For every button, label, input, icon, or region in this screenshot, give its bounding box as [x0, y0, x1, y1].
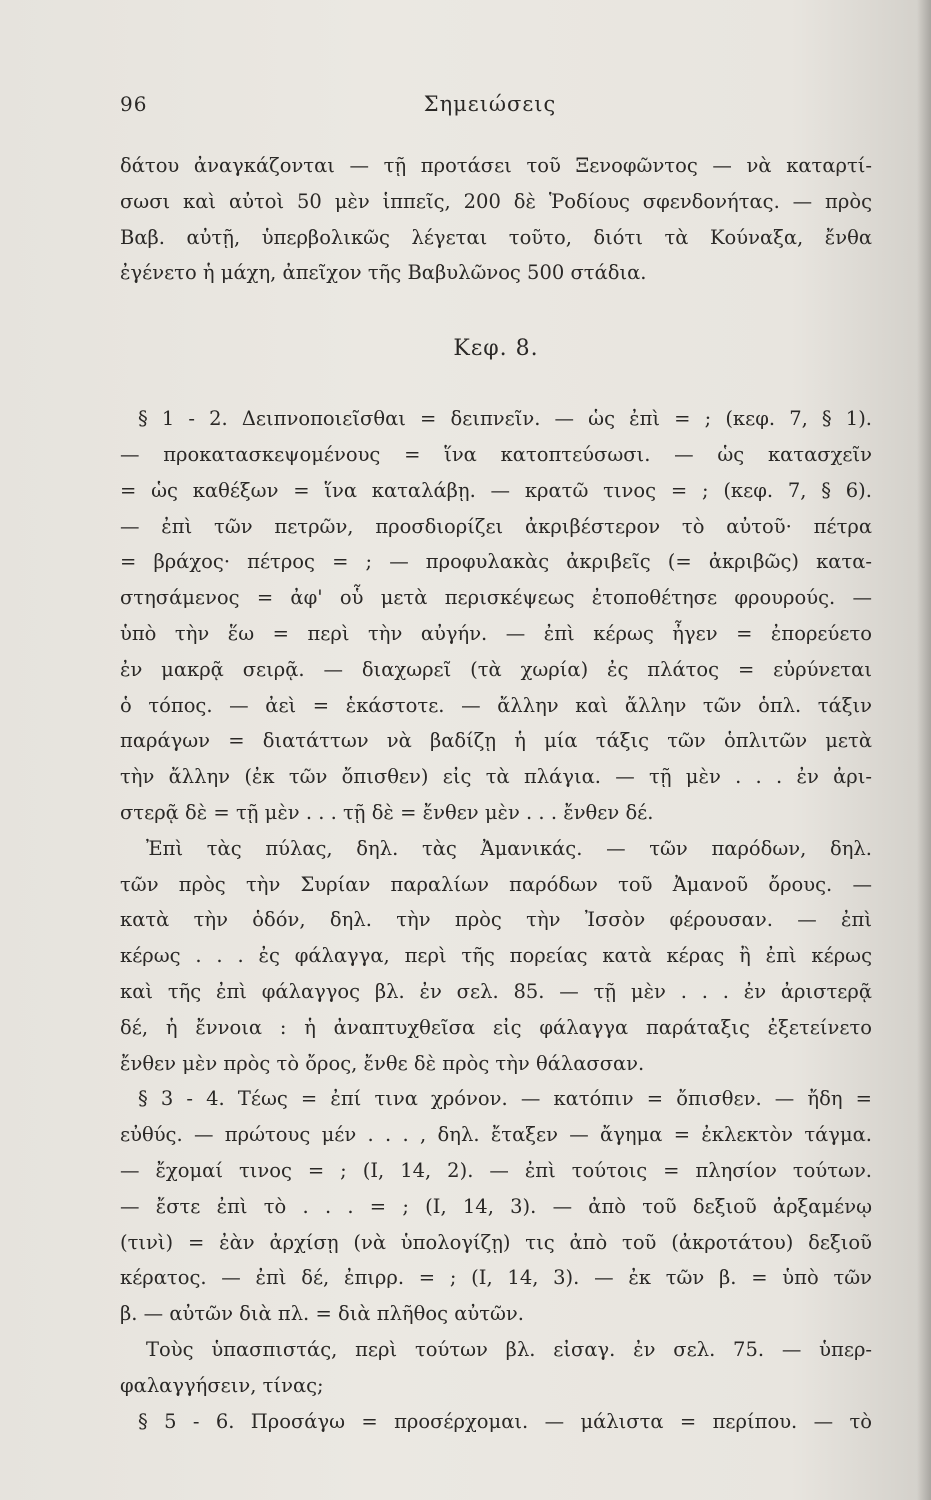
text-line: — ἐπὶ τῶν πετρῶν, προσδιορίζει ἀκριβέστερον τὸ αὐτοῦ· πέτρα	[120, 514, 872, 538]
text-line: — ἔστε ἐπὶ τὸ . . . = ; (Ι, 14, 3). — ἀπὸ τοῦ δεξιοῦ ἀρξαμένῳ	[120, 1194, 872, 1218]
text-line: κέρατος. — ἐπὶ δέ, ἐπιρρ. = ; (Ι, 14, 3). — ἐκ τῶν β. = ὑπὸ τῶν	[120, 1266, 872, 1290]
text-line: (τινὶ) = ἐὰν ἀρχίσῃ (νὰ ὑπολογίζῃ) τις ἀπὸ τοῦ (ἀκροτάτου) δεξιοῦ	[120, 1230, 872, 1254]
text-line: ὁ τόπος. — ἀεὶ = ἑκάστοτε. — ἄλλην καὶ ἄλλην τῶν ὁπλ. τάξιν	[120, 693, 872, 717]
page-header	[120, 92, 860, 122]
text-line: § 3 - 4. Τέως = ἐπί τινα χρόνον. — κατόπιν = ὄπισθεν. — ἤδη =	[138, 1087, 872, 1111]
text-line: ἐν μακρᾷ σειρᾷ. — διαχωρεῖ (τὰ χωρία) ἐς πλάτος = εὐρύνεται	[120, 657, 872, 681]
text-body	[120, 148, 872, 1439]
text-line: = ὡς καθέξων = ἵνα καταλάβῃ. — κρατῶ τινος = ; (κεφ. 7, § 6).	[120, 478, 872, 502]
text-line: τὴν ἄλλην (ἐκ τῶν ὄπισθεν) εἰς τὰ πλάγια. — τῇ μὲν . . . ἐν ἀρι-	[120, 765, 872, 789]
text-line: δέ, ἡ ἔννοια : ἡ ἀναπτυχθεῖσα εἰς φάλαγγα παράταξις ἐξετείνετο	[120, 1015, 872, 1039]
text-line: = βράχος· πέτρος = ; — προφυλακὰς ἀκριβεῖς (= ἀκριβῶς) κατα-	[120, 550, 872, 574]
text-line: Ἐπὶ τὰς πύλας, δηλ. τὰς Ἀμανικάς. — τῶν παρόδων, δηλ.	[146, 836, 872, 860]
text-line: τῶν πρὸς τὴν Συρίαν παραλίων παρόδων τοῦ Ἀμανοῦ ὄρους. —	[120, 872, 872, 896]
text-line: καὶ τῆς ἐπὶ φάλαγγος βλ. ἐν σελ. 85. — τῇ μὲν . . . ἐν ἀριστερᾷ	[120, 979, 872, 1003]
text-line: σωσι καὶ αὐτοὶ 50 μὲν ἱππεῖς, 200 δὲ Ῥοδίους σφενδονήτας. — πρὸς	[120, 189, 872, 213]
text-line: ἐγένετο ἡ μάχη, ἀπεῖχον τῆς Βαβυλῶνος 500 στάδια.	[120, 261, 647, 285]
section-heading: Κεφ. 8.	[453, 336, 539, 362]
text-line: δάτου ἀναγκάζονται — τῇ προτάσει τοῦ Ξενοφῶντος — νὰ καταρτί-	[120, 154, 872, 177]
text-line: — προκατασκεψομένους = ἵνα κατοπτεύσωσι. — ὡς κατασχεῖν	[120, 442, 872, 466]
text-line: στησάμενος = ἀφ' οὗ μετὰ περισκέψεως ἐτοποθέτησε φρουρούς. —	[120, 586, 872, 610]
text-line: παράγων = διατάττων νὰ βαδίζῃ ἡ μία τάξις τῶν ὁπλιτῶν μετὰ	[120, 729, 872, 753]
text-line: Τοὺς ὑπασπιστάς, περὶ τούτων βλ. εἰσαγ. ἐν σελ. 75. — ὑπερ-	[146, 1337, 872, 1361]
running-title: Σημειώσεις	[423, 92, 557, 116]
text-line: § 1 - 2. Δειπνοποιεῖσθαι = δειπνεῖν. — ὡς ἐπὶ = ; (κεφ. 7, § 1).	[138, 407, 872, 431]
text-line: εὐθύς. — πρώτους μέν . . . , δηλ. ἔταξεν — ἄγημα = ἐκλεκτὸν τάγμα.	[120, 1123, 872, 1147]
text-line: — ἔχομαί τινος = ; (Ι, 14, 2). — ἐπὶ τούτοις = πλησίον τούτων.	[120, 1158, 872, 1182]
text-line: ὑπὸ τὴν ἕω = περὶ τὴν αὐγήν. — ἐπὶ κέρως ἦγεν = ἐπορεύετο	[120, 621, 872, 645]
text-line: § 5 - 6. Προσάγω = προσέρχομαι. — μάλιστα = περίπου. — τὸ	[138, 1409, 872, 1433]
text-line: στερᾷ δὲ = τῇ μὲν . . . τῇ δὲ = ἔνθεν μὲν . . . ἔνθεν δέ.	[120, 800, 654, 824]
text-line: φαλαγγήσειν, τίνας;	[120, 1373, 324, 1397]
text-line: β. — αὐτῶν διὰ πλ. = διὰ πλῆθος αὐτῶν.	[120, 1302, 524, 1326]
text-line: κατὰ τὴν ὁδόν, δηλ. τὴν πρὸς τὴν Ἰσσὸν φέρουσαν. — ἐπὶ	[120, 908, 872, 932]
text-line: ἔνθεν μὲν πρὸς τὸ ὄρος, ἔνθε δὲ πρὸς τὴν θάλασσαν.	[120, 1051, 645, 1075]
text-line: κέρως . . . ἐς φάλαγγα, περὶ τῆς πορείας κατὰ κέρας ἢ ἐπὶ κέρως	[120, 944, 872, 968]
page-edge-shadow	[917, 0, 931, 1500]
page-number: 96	[120, 92, 148, 116]
text-line: Βαβ. αὐτῇ, ὑπερβολικῶς λέγεται τοῦτο, διότι τὰ Κούναξα, ἔνθα	[120, 225, 872, 249]
